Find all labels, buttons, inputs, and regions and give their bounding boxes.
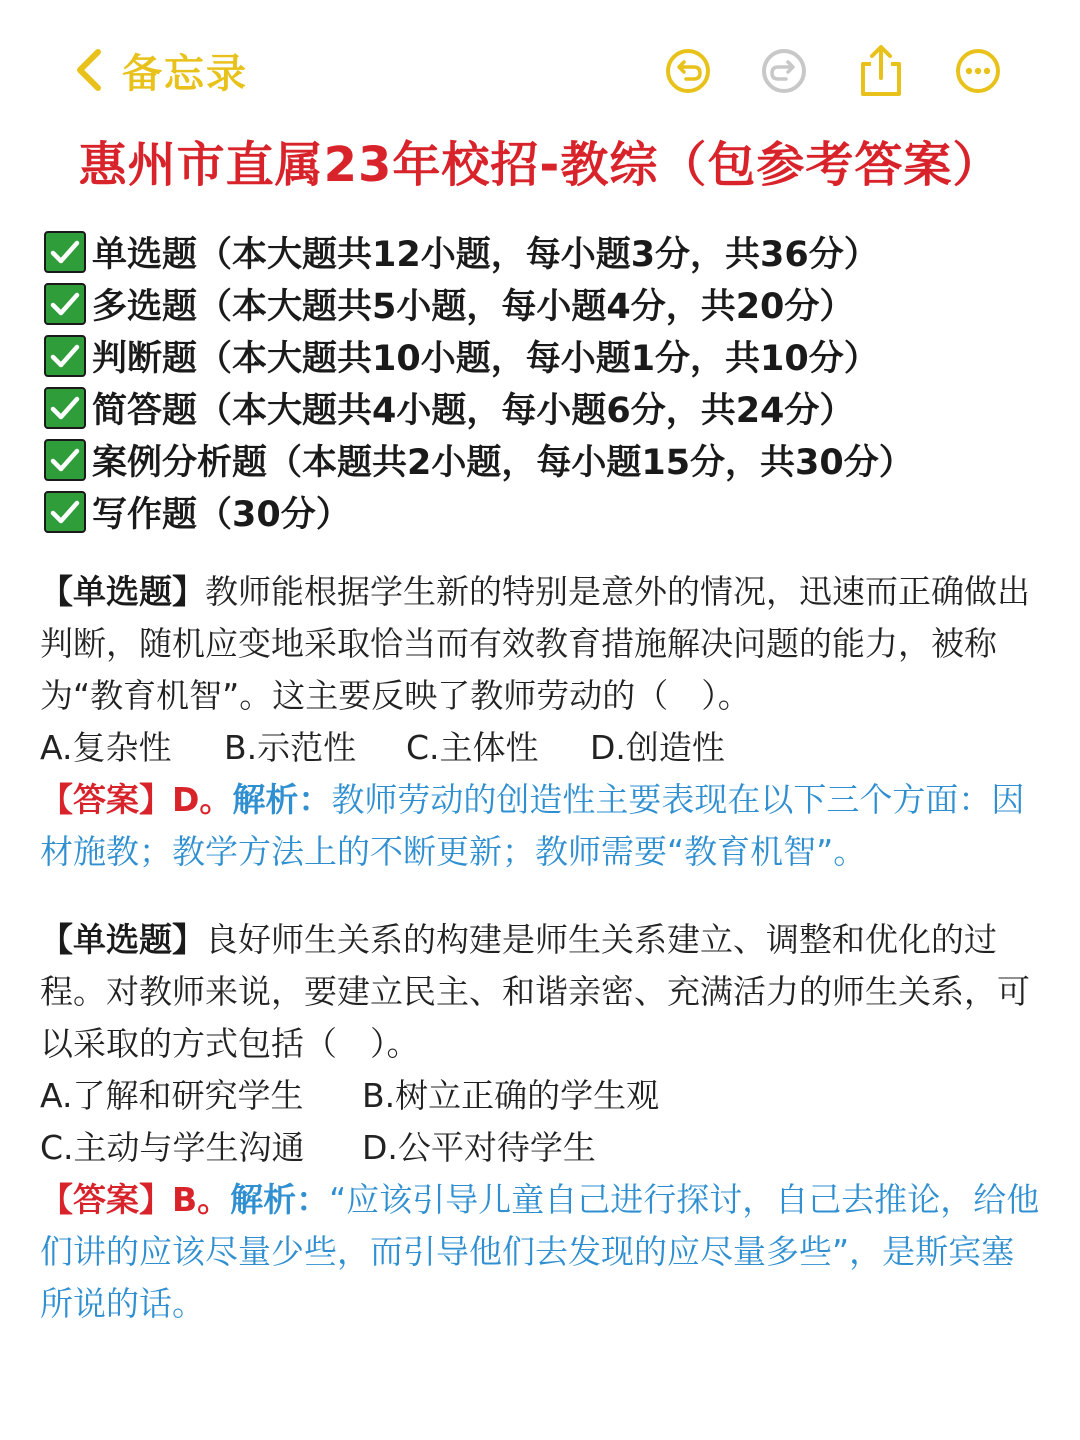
answer-tag: 【答案】 — [40, 780, 172, 819]
redo-button[interactable] — [758, 42, 810, 100]
analysis-text: “应该引导儿童自己进行探讨，自己去推论，给他们讲的应该尽量少些，而引导他们去发现的应尽量多些”，是斯宾塞所说的话。 — [40, 1180, 1040, 1323]
options-row — [40, 1070, 1040, 1122]
question-type-tag: 【单选题】 — [40, 572, 205, 611]
option-c: C.主动与学生沟通 — [40, 1128, 305, 1167]
question-type-tag: 【单选题】 — [40, 920, 205, 959]
question-block — [40, 914, 1040, 1330]
answer-value: D。 — [172, 780, 233, 819]
option-a: A.复杂性 — [40, 728, 172, 767]
option-d: D.创造性 — [590, 728, 725, 767]
checklist-item-label: 简答题（本大题共4小题，每小题6分，共24分） — [92, 391, 855, 431]
check-mark-icon — [44, 439, 86, 481]
options-row — [40, 722, 1040, 774]
options-row — [40, 1122, 1040, 1174]
more-button[interactable] — [952, 42, 1004, 100]
page-title: 惠州市直属23年校招-教综（包参考答案） — [78, 137, 1002, 193]
nav-bar — [0, 0, 1080, 130]
analysis-tag: 解析： — [232, 780, 332, 819]
share-icon — [855, 42, 907, 100]
option-b: B.示范性 — [224, 728, 357, 767]
checklist-item-label: 写作题（30分） — [92, 495, 351, 535]
checklist-item — [44, 382, 1054, 434]
redo-icon — [758, 42, 810, 100]
option-c: C.主体性 — [406, 728, 539, 767]
undo-icon — [662, 42, 714, 100]
question-text: 良好师生关系的构建是师生关系建立、调整和优化的过程。对教师来说，要建立民主、和谐亲密、充满活力的师生关系，可以采取的方式包括（ ）。 — [40, 920, 1030, 1063]
answer-analysis — [40, 774, 1040, 878]
checklist-item — [44, 330, 1054, 382]
checklist-item — [44, 486, 1054, 538]
checklist-item-label: 案例分析题（本题共2小题，每小题15分，共30分） — [92, 443, 914, 483]
check-mark-icon — [44, 491, 86, 533]
checklist-item-label: 单选题（本大题共12小题，每小题3分，共36分） — [92, 235, 879, 275]
more-icon — [952, 42, 1004, 100]
checklist-item — [44, 434, 1054, 486]
question-stem — [40, 914, 1040, 1070]
question-text: 教师能根据学生新的特别是意外的情况，迅速而正确做出判断，随机应变地采取恰当而有效教育措施解决问题的能力，被称为“教育机智”。这主要反映了教师劳动的（ ）。 — [40, 572, 1030, 715]
answer-analysis — [40, 1174, 1040, 1330]
undo-button[interactable] — [662, 42, 714, 100]
back-button[interactable] — [72, 42, 248, 98]
checklist-item — [44, 226, 1054, 278]
answer-value: B。 — [172, 1180, 231, 1219]
share-button[interactable] — [855, 42, 907, 100]
check-mark-icon — [44, 387, 86, 429]
check-mark-icon — [44, 283, 86, 325]
check-mark-icon — [44, 231, 86, 273]
option-b: B.树立正确的学生观 — [362, 1076, 660, 1115]
checklist-item-label: 判断题（本大题共10小题，每小题1分，共10分） — [92, 339, 879, 379]
option-d: D.公平对待学生 — [362, 1128, 596, 1167]
checklist-item-label: 多选题（本大题共5小题，每小题4分，共20分） — [92, 287, 855, 327]
exam-structure-checklist — [44, 226, 1054, 538]
chevron-left-icon — [72, 46, 106, 94]
analysis-text: 教师劳动的创造性主要表现在以下三个方面：因材施教；教学方法上的不断更新；教师需要“教育机智”。 — [40, 780, 1025, 871]
checklist-item — [44, 278, 1054, 330]
check-mark-icon — [44, 335, 86, 377]
analysis-tag: 解析： — [230, 1180, 330, 1219]
back-label: 备忘录 — [122, 50, 248, 97]
answer-tag: 【答案】 — [40, 1180, 172, 1219]
question-block — [40, 566, 1040, 878]
option-a: A.了解和研究学生 — [40, 1076, 304, 1115]
question-stem — [40, 566, 1040, 722]
